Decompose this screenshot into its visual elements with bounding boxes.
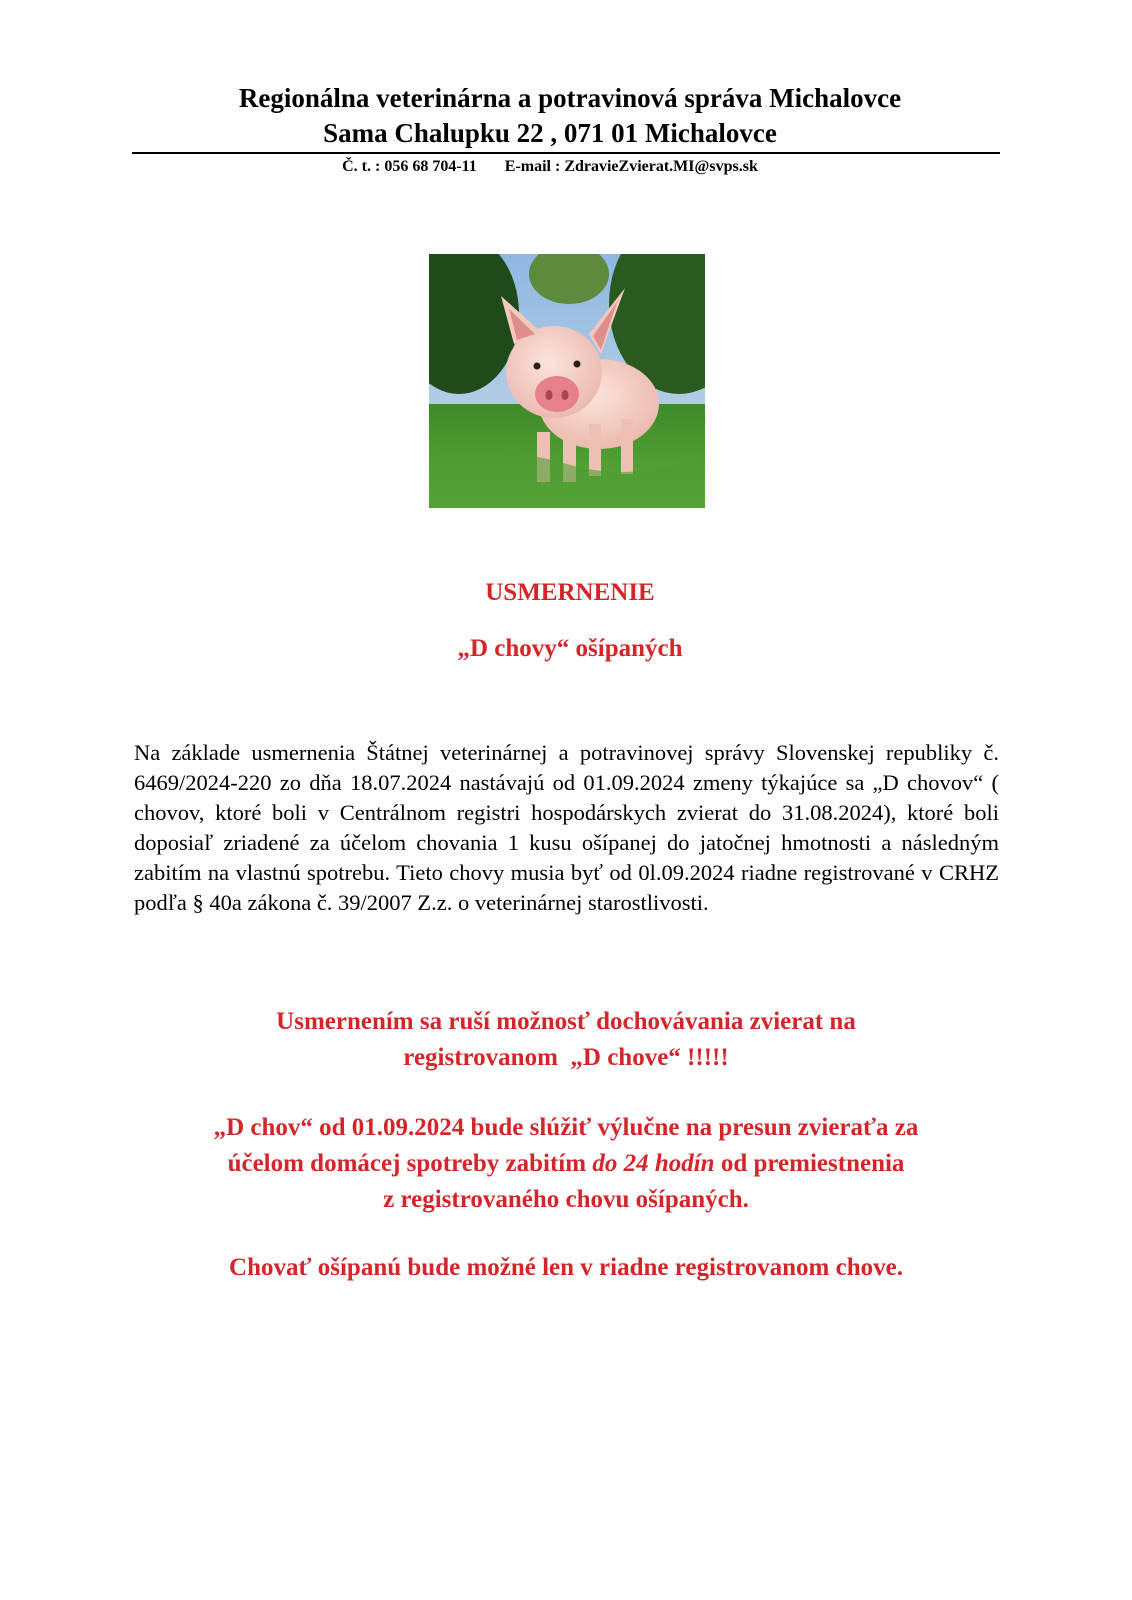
- document-title: USMERNENIE: [485, 579, 655, 606]
- contact-line: [120, 156, 980, 178]
- phone-number: Č. t. : 056 68 704-11: [342, 158, 477, 175]
- pig-photo: [429, 254, 705, 508]
- notice-usage-line2: [120, 1146, 1012, 1182]
- notice-usage-line1: „D chov“ od 01.09.2024 bude slúžiť výlučne na presun zvieraťa za: [213, 1114, 919, 1141]
- email-address: E-mail : ZdravieZvierat.MI@svps.sk: [504, 158, 758, 175]
- header-divider: [132, 152, 1000, 154]
- notice-d-chov-usage: [120, 1110, 1012, 1218]
- notice-registered-farm: Chovať ošípanú bude možné len v riadne registrovanom chove.: [229, 1254, 903, 1281]
- body-paragraph: Na základe usmernenia Štátnej veterinárnej a potravinovej správy Slovenskej republiky č. 6469/2024-220 zo dňa 18.07.2024 nastávajú od 01.09.2024 zmeny týkajúce sa „D chovov“ ( chovov, ktoré boli v Centrálnom registri hospodárskych zvierat do 31.08.2024), ktoré boli doposiaľ zriadené za účelom chovania 1 kusu ošípanej do jatočnej hmotnosti a následným zabitím na vlastnú spotrebu. Tieto chovy musia byť od 0l.09.2024 riadne registrované v CRHZ podľa § 40a zákona č. 39/2007 Z.z. o veterinárnej starostlivosti.: [134, 740, 999, 915]
- pig-illustration: [429, 254, 705, 508]
- notice-usage-deadline: do 24 hodín: [592, 1150, 715, 1177]
- notice-usage-line3: z registrovaného chovu ošípaných.: [383, 1186, 749, 1213]
- notice-cancellation-line1: Usmernením sa ruší možnosť dochovávania zvierat na: [276, 1008, 856, 1035]
- notice-usage-line2-end: od premiestnenia: [714, 1150, 905, 1177]
- document-subtitle: „D chovy“ ošípaných: [457, 635, 683, 662]
- notice-usage-line2-start: účelom domácej spotreby zabitím: [227, 1150, 593, 1177]
- notice-cancellation: [120, 1004, 1012, 1076]
- notice-cancellation-line2: registrovanom „D chove“ !!!!!: [403, 1044, 729, 1071]
- org-address: Sama Chalupku 22 , 071 01 Michalovce: [323, 118, 777, 148]
- org-name: Regionálna veterinárna a potravinová správa Michalovce: [238, 83, 902, 113]
